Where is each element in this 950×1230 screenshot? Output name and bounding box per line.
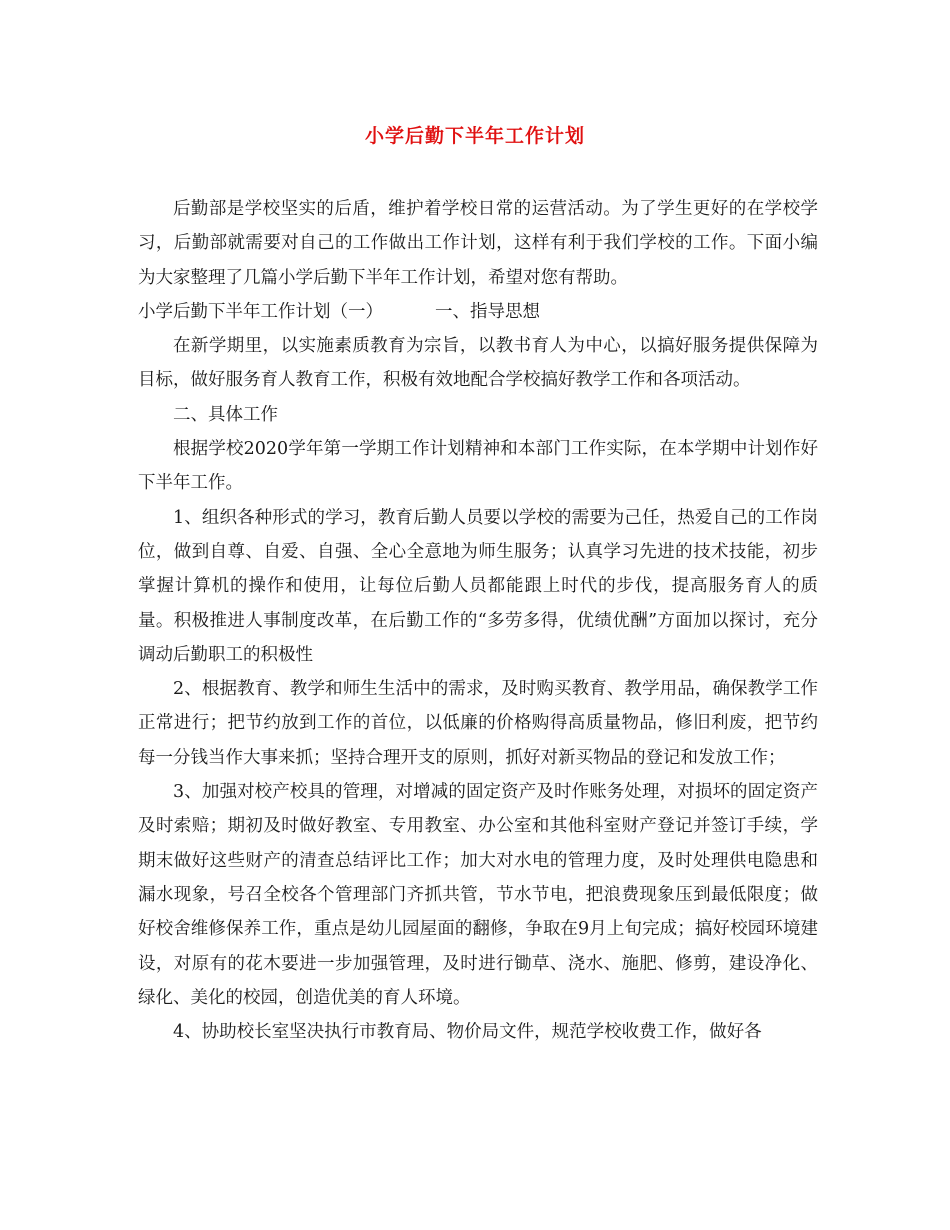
intro-paragraph: 后勤部是学校坚实的后盾，维护着学校日常的运营活动。为了学生更好的在学校学习，后勤部就需要对自己的工作做出工作计划，这样有利于我们学校的工作。下面小编为大家整理了几篇小学后勤下半年工作计划，希望对您有帮助。 — [138, 199, 818, 288]
section2-heading: 二、具体工作 — [173, 404, 278, 425]
section1-heading: 一、指导思想 — [435, 301, 540, 322]
plan-heading: 小学后勤下半年工作计划（一） — [138, 301, 383, 322]
document-title: 小学后勤下半年工作计划 — [364, 125, 585, 147]
item-4-paragraph: 4、协助校长室坚决执行市教育局、物价局文件，规范学校收费工作，做好各 — [173, 1022, 762, 1043]
item-3-paragraph: 3、加强对校产校具的管理，对增减的固定资产及时作账务处理，对损坏的固定资产及时索赔；期初及时做好教室、专用教室、办公室和其他科室财产登记并签订手续，学期末做好这些财产的清查总结评比工作；加大对水电的管理力度，及时处理供电隐患和漏水现象，号召全校各个管理部门齐抓共管，节水节电，把浪费现象压到最低限度；做好校舍维修保养工作，重点是幼儿园屋面的翻修，争取在9月上旬完成；搞好校园环境建设，对原有的花木要进一步加强管理，及时进行锄草、浇水、施肥、修剪，建设净化、绿化、美化的校园，创造优美的育人环境。 — [138, 782, 818, 1008]
plan-heading-line — [138, 295, 818, 329]
section2-paragraph: 根据学校2020学年第一学期工作计划精神和本部门工作实际，在本学期中计划作好下半年工作。 — [138, 439, 818, 494]
document-body — [138, 192, 818, 1049]
item-1-paragraph: 1、组织各种形式的学习，教育后勤人员要以学校的需要为己任，热爱自己的工作岗位，做到自尊、自爱、自强、全心全意地为师生服务；认真学习先进的技术技能，初步掌握计算机的操作和使用，让每位后勤人员都能跟上时代的步伐，提高服务育人的质量。积极推进人事制度改革，在后勤工作的“多劳多得，优绩优酬”方面加以探讨，充分调动后勤职工的积极性 — [138, 507, 818, 665]
section1-paragraph: 在新学期里，以实施素质教育为宗旨，以教书育人为中心，以搞好服务提供保障为目标，做好服务育人教育工作，积极有效地配合学校搞好教学工作和各项活动。 — [138, 336, 818, 391]
item-2-paragraph: 2、根据教育、教学和师生生活中的需求，及时购买教育、教学用品，确保教学工作正常进行；把节约放到工作的首位，以低廉的价格购得高质量物品，修旧利废，把节约每一分钱当作大事来抓；坚持合理开支的原则，抓好对新买物品的登记和发放工作； — [138, 679, 818, 768]
